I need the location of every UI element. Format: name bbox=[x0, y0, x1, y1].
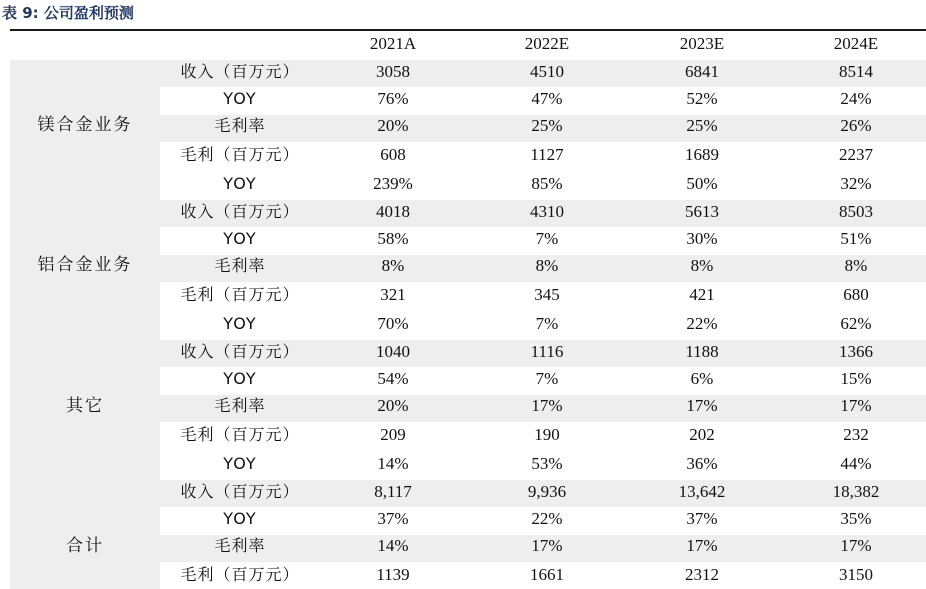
table-cell: 44% bbox=[840, 454, 872, 473]
table-cell: 8% bbox=[690, 256, 714, 275]
table-cell: 50% bbox=[686, 174, 718, 193]
table-title: 表 9: 公司盈利预测 bbox=[2, 4, 134, 22]
table-cell: 4018 bbox=[376, 202, 410, 221]
table-cell: 37% bbox=[377, 509, 409, 528]
table-cell: 202 bbox=[689, 425, 715, 444]
table-cell: 17% bbox=[531, 536, 563, 555]
table-cell: 62% bbox=[840, 314, 872, 333]
table-cell: 76% bbox=[377, 89, 409, 108]
table-cell: 37% bbox=[686, 509, 718, 528]
metric-label: 毛利率 bbox=[214, 116, 266, 135]
year-header: 2021A bbox=[369, 34, 417, 53]
metric-label: YOY bbox=[223, 89, 257, 108]
table-cell: 17% bbox=[840, 536, 872, 555]
table-cell: 1127 bbox=[530, 145, 564, 164]
table-cell: 26% bbox=[840, 116, 872, 135]
table-cell: 2312 bbox=[685, 565, 719, 584]
table-cell: 70% bbox=[377, 314, 409, 333]
table-cell: 24% bbox=[840, 89, 872, 108]
table-cell: 47% bbox=[531, 89, 563, 108]
table-cell: 2237 bbox=[839, 145, 873, 164]
table-cell: 54% bbox=[377, 369, 409, 388]
table-cell: 53% bbox=[531, 454, 563, 473]
metric-label: 毛利率 bbox=[214, 256, 266, 275]
table-cell: 8% bbox=[381, 256, 405, 275]
table-cell: 209 bbox=[380, 425, 406, 444]
table-cell: 22% bbox=[686, 314, 718, 333]
table-cell: 9,936 bbox=[527, 482, 567, 501]
metric-label: 毛利（百万元） bbox=[180, 565, 300, 584]
metric-label: YOY bbox=[223, 454, 257, 473]
group-name: 合计 bbox=[66, 536, 104, 556]
table-cell: 25% bbox=[531, 116, 563, 135]
table-cell: 7% bbox=[535, 369, 559, 388]
table-cell: 25% bbox=[686, 116, 718, 135]
metric-label: 收入（百万元） bbox=[180, 62, 300, 81]
table-cell: 17% bbox=[686, 396, 718, 415]
table-cell: 32% bbox=[840, 174, 872, 193]
metric-label: 毛利（百万元） bbox=[180, 145, 300, 164]
table-cell: 58% bbox=[377, 229, 409, 248]
table-cell: 421 bbox=[689, 285, 715, 304]
table-cell: 8503 bbox=[839, 202, 873, 221]
table-cell: 36% bbox=[686, 454, 718, 473]
group-name: 其它 bbox=[66, 396, 104, 416]
table-cell: 14% bbox=[377, 536, 409, 555]
metric-label: 收入（百万元） bbox=[180, 482, 300, 501]
metric-label: YOY bbox=[223, 509, 257, 528]
table-cell: 321 bbox=[380, 285, 406, 304]
table-cell: 20% bbox=[377, 396, 409, 415]
table-cell: 1689 bbox=[685, 145, 719, 164]
table-cell: 4310 bbox=[530, 202, 564, 221]
metric-label: 毛利（百万元） bbox=[180, 285, 300, 304]
table-cell: 3058 bbox=[376, 62, 410, 81]
table-cell: 1040 bbox=[376, 342, 410, 361]
metric-label: YOY bbox=[223, 229, 257, 248]
group-name: 镁合金业务 bbox=[37, 115, 133, 135]
metric-label: 收入（百万元） bbox=[180, 202, 300, 221]
metric-label: YOY bbox=[223, 369, 257, 388]
table-cell: 13,642 bbox=[678, 482, 726, 501]
metric-label: 毛利率 bbox=[214, 396, 266, 415]
table-cell: 3150 bbox=[839, 565, 873, 584]
table-cell: 232 bbox=[843, 425, 869, 444]
title-rule bbox=[10, 29, 926, 31]
table-cell: 8,117 bbox=[374, 482, 412, 501]
metric-label: YOY bbox=[223, 174, 257, 193]
table-cell: 17% bbox=[531, 396, 563, 415]
table-cell: 190 bbox=[534, 425, 560, 444]
table-cell: 18,382 bbox=[832, 482, 880, 501]
table-cell: 17% bbox=[686, 536, 718, 555]
table-cell: 15% bbox=[840, 369, 872, 388]
table-cell: 1139 bbox=[376, 565, 410, 584]
group-name: 铝合金业务 bbox=[37, 255, 133, 275]
table-cell: 5613 bbox=[685, 202, 719, 221]
table-cell: 680 bbox=[843, 285, 869, 304]
table-cell: 8514 bbox=[839, 62, 873, 81]
table-cell: 85% bbox=[531, 174, 563, 193]
table-cell: 239% bbox=[373, 174, 413, 193]
table-cell: 20% bbox=[377, 116, 409, 135]
table-cell: 345 bbox=[534, 285, 560, 304]
year-header: 2024E bbox=[833, 34, 879, 53]
year-header: 2023E bbox=[679, 34, 725, 53]
table-cell: 51% bbox=[840, 229, 872, 248]
metric-label: 毛利率 bbox=[214, 536, 266, 555]
table-cell: 6% bbox=[690, 369, 714, 388]
table-cell: 608 bbox=[380, 145, 406, 164]
table-cell: 30% bbox=[686, 229, 718, 248]
table-cell: 7% bbox=[535, 314, 559, 333]
table-cell: 6841 bbox=[685, 62, 719, 81]
table-cell: 7% bbox=[535, 229, 559, 248]
table-cell: 1661 bbox=[530, 565, 564, 584]
table-cell: 4510 bbox=[530, 62, 564, 81]
table-cell: 52% bbox=[686, 89, 718, 108]
table-cell: 1366 bbox=[839, 342, 873, 361]
table-cell: 14% bbox=[377, 454, 409, 473]
table-cell: 1188 bbox=[685, 342, 719, 361]
metric-label: YOY bbox=[223, 314, 257, 333]
metric-label: 毛利（百万元） bbox=[180, 425, 300, 444]
metric-label: 收入（百万元） bbox=[180, 342, 300, 361]
table-cell: 1116 bbox=[530, 342, 564, 361]
table-cell: 8% bbox=[844, 256, 868, 275]
table-cell: 22% bbox=[531, 509, 563, 528]
table-cell: 17% bbox=[840, 396, 872, 415]
year-header: 2022E bbox=[524, 34, 570, 53]
table-cell: 8% bbox=[535, 256, 559, 275]
table-cell: 35% bbox=[840, 509, 872, 528]
